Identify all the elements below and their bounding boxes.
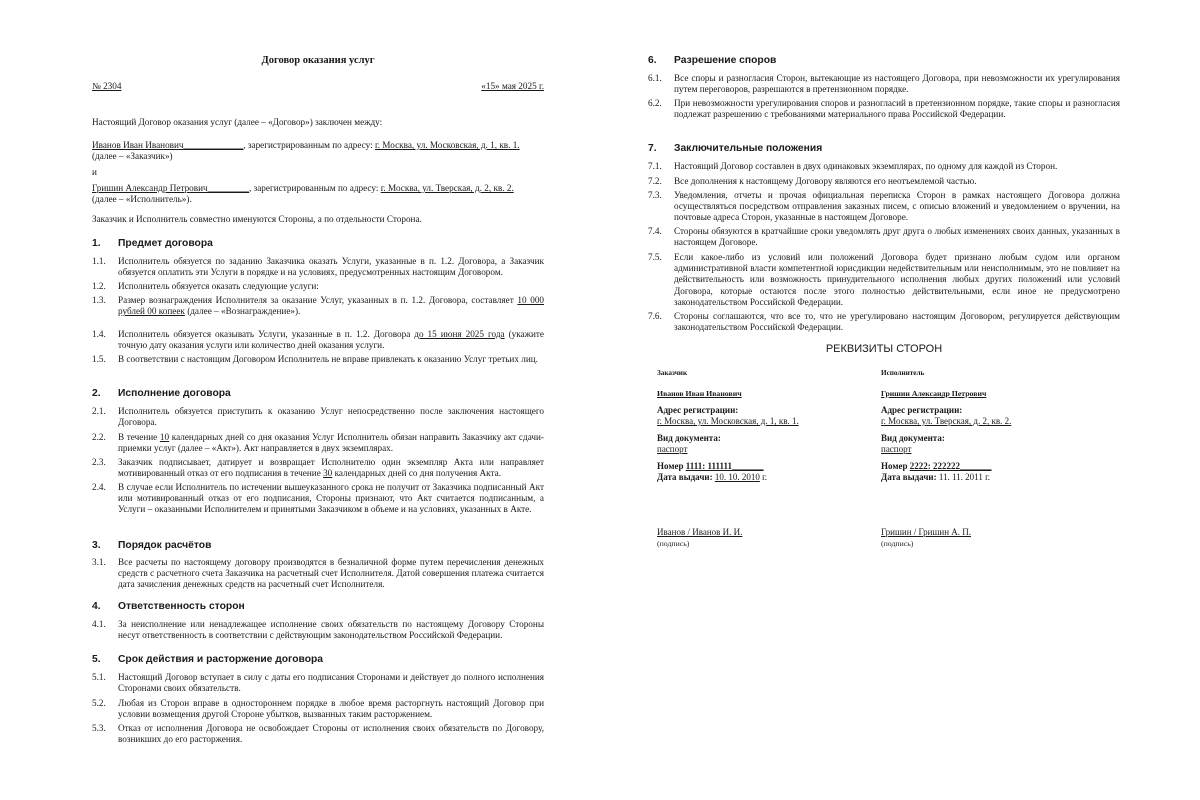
- clause-6-2: 6.2. При невозможности урегулирования споров и разногласий в претензионном порядке, такие споры и разногласия подлежат разрешению с требованиями материального права Российской Федерации.: [648, 98, 1120, 120]
- clause-7-6: 7.6. Стороны соглашаются, что все то, что не урегулировано настоящим Договором, регулируется действующим законодательством Российской Федерации.: [648, 311, 1120, 333]
- document-title: Договор оказания услуг: [261, 55, 375, 66]
- section-1-heading: 1. Предмет договора: [92, 238, 213, 249]
- requisites-title: РЕКВИЗИТЫ СТОРОН: [825, 343, 943, 355]
- clause-7-5: 7.5. Если какое-либо из условий или положений Договора будет признано любым судом или органом административной власти компетентной юрисдикции недействительным или неисполнимым, это не повлияет на действительность или возможность принудительного исполнения любых других положений или условий Договора, которые остаются после этого полностью действительными, если иное не предусмотрено законодательством Российской Федерации.: [648, 252, 1120, 307]
- executor-issued: Дата выдачи: 11. 11. 2011 г.: [881, 472, 991, 482]
- clause-6-1: 6.1. Все споры и разногласия Сторон, вытекающие из настоящего Договора, при невозможности их урегулирования путем переговоров, разрешаются в претензионном порядке.: [648, 73, 1120, 95]
- customer-address: г. Москва, ул. Московская, д. 1, кв. 1.: [657, 416, 799, 426]
- clause-1-4: 1.4. Исполнитель обязуется оказывать Услуги, указанные в п. 1.2. Договора до 15 июня 2025 года (укажите точную дату оказания услуги или количество дней оказания услуги.: [92, 329, 544, 351]
- executor-passport-number: Номер 2222: 222222_______: [881, 461, 992, 471]
- party2-reg: , зарегистрированным по адресу:: [248, 183, 379, 193]
- customer-issued: Дата выдачи: 10. 10. 2010 г.: [657, 472, 768, 482]
- parties-note: Заказчик и Исполнитель совместно именуются Стороны, а по отдельности Сторона.: [92, 214, 422, 224]
- customer-signature: [657, 527, 857, 549]
- section-7-heading: 7. Заключительные положения: [648, 143, 823, 154]
- contract-number: № 2304: [92, 81, 122, 91]
- left-page: [92, 0, 544, 800]
- clause-7-4: 7.4. Стороны обязуются в кратчайшие сроки уведомлять друг друга о любых изменениях своих данных, указанных в настоящем Договоре.: [648, 226, 1120, 248]
- clause-7-1: 7.1. Настоящий Договор составлен в двух одинаковых экземплярах, по одному для каждой из Сторон.: [648, 161, 1058, 171]
- section-4-heading: 4. Ответственность сторон: [92, 601, 245, 612]
- customer-passport-number: Номер 1111: 111111_______: [657, 461, 764, 471]
- executor-doc: паспорт: [881, 444, 912, 454]
- executor-sign-label: (подпись): [881, 539, 914, 548]
- clause-1-1: 1.1. Исполнитель обязуется по заданию Заказчика оказать Услуги, указанные в п. 1.2. Договора, а Заказчик обязуется оплатить эти Услуги в порядке и на условиях, предусмотренных настоящим Договором.: [92, 256, 544, 278]
- executor-role: Исполнитель: [881, 369, 925, 377]
- contract-date: «15» мая 2025 г.: [481, 81, 544, 91]
- clause-1-2: 1.2. Исполнитель обязуется оказать следующие услуги:: [92, 281, 319, 291]
- clause-3-1: 3.1. Все расчеты по настоящему договору производятся в безналичной форме путем перечисления денежных средств с расчетного счета Заказчика на расчетный счет Исполнителя. Датой совершения платежа считается дата зачисления денежных средств на расчетный счет Исполнителя.: [92, 557, 544, 590]
- party2: [92, 183, 544, 205]
- customer-sign-label: (подпись): [657, 539, 690, 548]
- clause-7-3: 7.3. Уведомления, отчеты и прочая официальная переписка Сторон в рамках настоящего Договора должна осуществляться посредством отправления заказных писем, с описью вложений и уведомлением о вручении, на почтовые адреса Сторон, указанные в настоящем Договоре.: [648, 190, 1120, 223]
- party1-reg: , зарегистрированным по адресу:: [243, 140, 373, 150]
- executor-requisites: [881, 368, 1101, 483]
- executor-sign: Гришин / Гришин А. П.: [881, 527, 972, 537]
- clause-4-1: 4.1. За неисполнение или ненадлежащее исполнение своих обязательств по настоящему Договору Стороны несут ответственность в соответствии с действующим законодательством Российской Федерации.: [92, 619, 544, 641]
- clause-5-3: 5.3. Отказ от исполнения Договора не освобождает Стороны от исполнения своих обязательств по Договору, возникших до его расторжения.: [92, 723, 544, 745]
- clause-5-1: 5.1. Настоящий Договор вступает в силу с даты его подписания Сторонами и действует до полного исполнения Сторонами своих обязательств.: [92, 672, 544, 694]
- customer-requisites: [657, 368, 872, 483]
- customer-name: Иванов Иван Иванович: [657, 389, 742, 398]
- executor-doc-label: Вид документа:: [881, 433, 945, 443]
- party2-name: Гришин Александр Петрович_________: [92, 183, 249, 193]
- executor-signature: [881, 527, 1081, 549]
- party1-role: (далее – «Заказчик»): [92, 151, 173, 162]
- customer-sign: Иванов / Иванов И. И.: [657, 527, 743, 537]
- party2-role: (далее – «Исполнитель»).: [92, 194, 192, 205]
- clause-2-4: 2.4. В случае если Исполнитель по истечении вышеуказанного срока не получит от Заказчика подписанный Акт или мотивированный отказ от его подписания, Стороны признают, что Акт считается подписанным, а Услуги – оказанными Исполнителем и принятыми Заказчиком в объеме и на условиях, указанных в Акте.: [92, 482, 544, 515]
- clause-2-2: 2.2. В течение 10 календарных дней со дня оказания Услуг Исполнитель обязан направить Заказчику акт сдачи-приемки услуг (далее – «Акт»). Акт направляется в двух экземплярах.: [92, 432, 544, 454]
- customer-role: Заказчик: [657, 369, 688, 377]
- clause-2-1: 2.1. Исполнитель обязуется приступить к оказанию Услуг непосредственно после заключения настоящего Договора.: [92, 406, 544, 428]
- clause-1-5: 1.5. В соответствии с настоящим Договором Исполнитель не вправе привлекать к оказанию Услуг третьих лиц.: [92, 354, 538, 364]
- executor-address: г. Москва, ул. Тверская, д. 2, кв. 2.: [881, 416, 1012, 426]
- executor-name: Гришин Александр Петрович: [881, 389, 987, 398]
- and-word: и: [92, 167, 97, 177]
- preamble: Настоящий Договор оказания услуг (далее – «Договор») заключен между:: [92, 117, 383, 127]
- section-5-heading: 5. Срок действия и расторжение договора: [92, 654, 324, 665]
- section-6-heading: 6. Разрешение споров: [648, 55, 777, 66]
- party1-name: Иванов Иван Иванович_____________: [92, 140, 244, 150]
- clause-1-3: 1.3. Размер вознаграждения Исполнителя за оказание Услуг, указанных в п. 1.2. Договора, составляет 10 000 рублей 00 копеек (далее – «Вознаграждение»).: [92, 295, 545, 317]
- number-date-row: [92, 81, 544, 92]
- section-3-heading: 3. Порядок расчётов: [92, 540, 212, 551]
- customer-addr-label: Адрес регистрации:: [657, 405, 739, 415]
- party1-address: г. Москва, ул. Московская, д. 1, кв. 1.: [374, 140, 520, 150]
- party2-address: г. Москва, ул. Тверская, д. 2, кв. 2.: [380, 183, 514, 193]
- clause-2-3: 2.3. Заказчик подписывает, датирует и возвращает Исполнителю один экземпляр Акта или направляет мотивированный отказ от его подписания в течение 30 календарных дней со дня получения Акта.: [92, 457, 544, 479]
- party1: [92, 140, 544, 162]
- clause-7-2: 7.2. Все дополнения к настоящему Договору являются его неотъемлемой частью.: [648, 176, 977, 186]
- executor-addr-label: Адрес регистрации:: [881, 405, 963, 415]
- section-2-heading: 2. Исполнение договора: [92, 388, 231, 399]
- customer-doc: паспорт: [657, 444, 688, 454]
- clause-5-2: 5.2. Любая из Сторон вправе в одностороннем порядке в любое время расторгнуть настоящий Договор при условии возмещения другой Стороне убытков, вызванных таким расторжением.: [92, 698, 544, 720]
- right-page: [648, 0, 1120, 800]
- customer-doc-label: Вид документа:: [657, 433, 721, 443]
